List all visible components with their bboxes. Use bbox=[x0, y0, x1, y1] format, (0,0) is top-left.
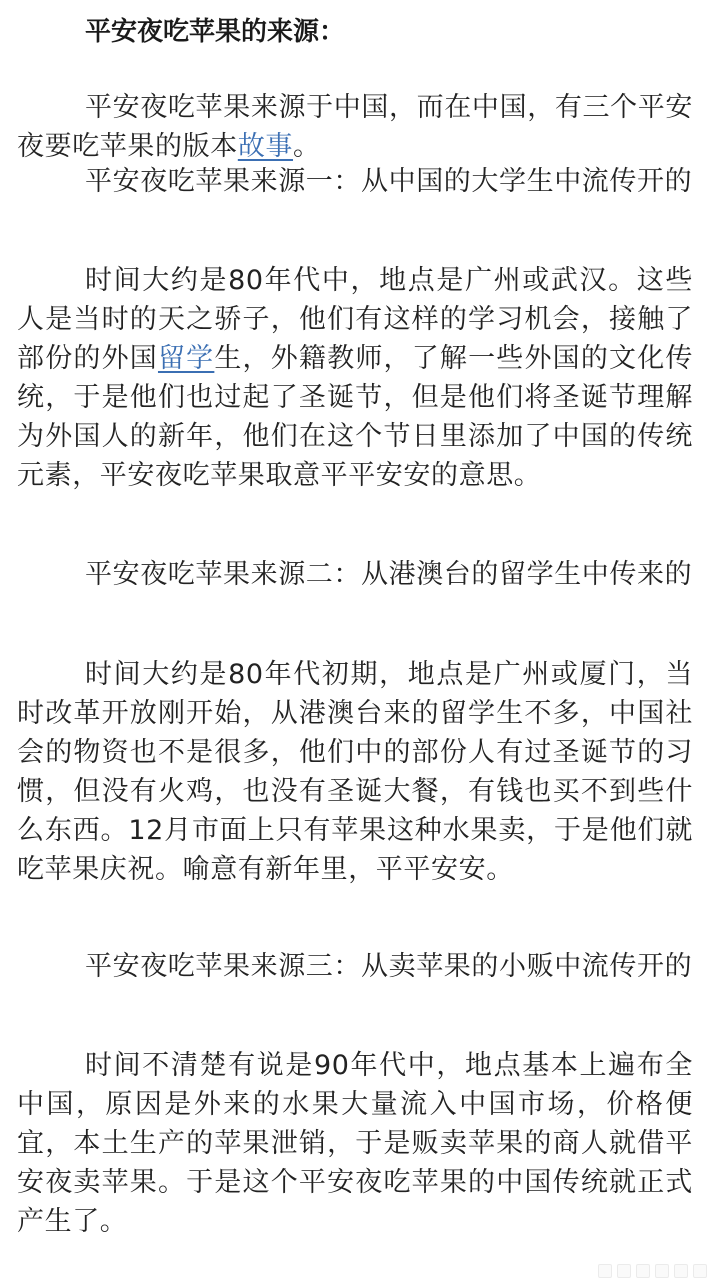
watermark-dot bbox=[636, 1264, 650, 1278]
source-one-text-end: 生，外籍教师，了解一些外国的文化传统，于是他们也过起了圣诞节，但是他们将圣诞节理解为外国人的新年，他们在这个节日里添加了中国的传统元素，平安夜吃苹果取意平平安安的意思。 bbox=[17, 343, 694, 491]
source-two-body: 时间大约是80年代初期，地点是广州或厦门，当时改革开放刚开始，从港澳台来的留学生不多，中国社会的物资也不是很多，他们中的部份人有过圣诞节的习惯，但没有火鸡，也没有圣诞大餐，有钱也买不到些什么东西。12月市面上只有苹果这种水果卖，于是他们就吃苹果庆祝。喻意有新年里，平平安安。 bbox=[17, 659, 693, 885]
intro-text: 平安夜吃苹果来源于中国，而在中国，有三个平安夜要吃苹果的版本 bbox=[17, 92, 693, 162]
intro-paragraph bbox=[17, 88, 693, 166]
watermark-dot bbox=[693, 1264, 707, 1278]
watermark-dot bbox=[617, 1264, 631, 1278]
story-link[interactable]: 故事 bbox=[237, 131, 294, 162]
source-three-body: 时间不清楚有说是90年代中，地点基本上遍布全中国，原因是外来的水果大量流入中国市场，价格便宜，本土生产的苹果泄销，于是贩卖苹果的商人就借平安夜卖苹果。于是这个平安夜吃苹果的中国传统就正式产生了。 bbox=[17, 1050, 693, 1237]
article-heading: 平安夜吃苹果的来源： bbox=[85, 17, 346, 47]
watermark-dots bbox=[598, 1264, 707, 1278]
source-two-title: 平安夜吃苹果来源二：从港澳台的留学生中传来的 bbox=[85, 559, 693, 590]
watermark-dot bbox=[655, 1264, 669, 1278]
source-one-text: 时间大约是80年代中，地点是广州或武汉。这些人是当时的天之骄子，他们有这样的学习机会，接触了部份的外国 bbox=[17, 265, 693, 374]
source-three-title: 平安夜吃苹果来源三：从卖苹果的小贩中流传开的 bbox=[85, 951, 693, 982]
watermark-dot bbox=[674, 1264, 688, 1278]
study-abroad-link[interactable]: 留学 bbox=[157, 343, 215, 374]
intro-text-end: 。 bbox=[293, 131, 321, 162]
watermark-dot bbox=[598, 1264, 612, 1278]
source-one-body bbox=[17, 261, 693, 495]
source-one-title: 平安夜吃苹果来源一：从中国的大学生中流传开的 bbox=[85, 166, 693, 197]
